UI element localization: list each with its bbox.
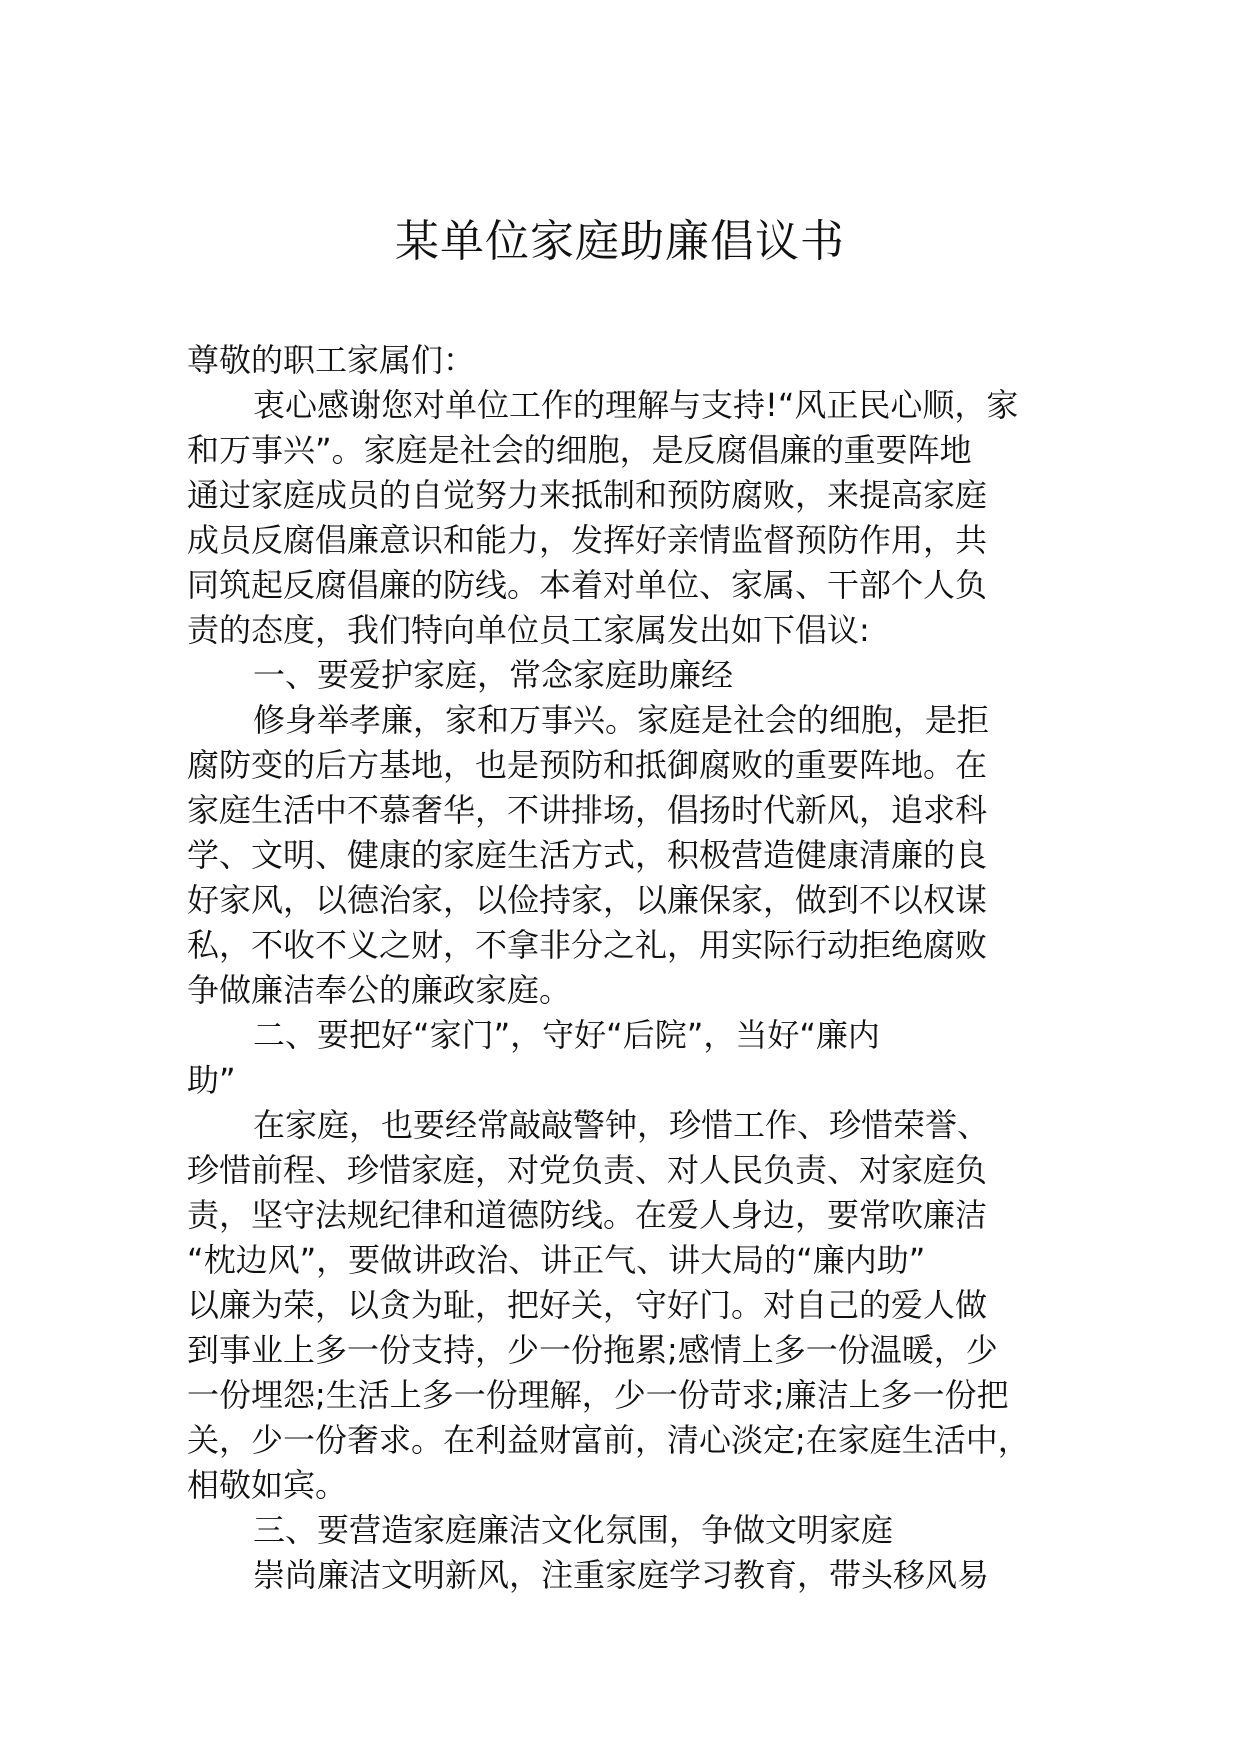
body-line: 在家庭，也要经常敲敲警钟，珍惜工作、珍惜荣誉、	[253, 1106, 990, 1144]
body-line: 成员反腐倡廉意识和能力，发挥好亲情监督预防作用，共	[187, 521, 988, 559]
body-line: 相敬如宾。	[187, 1466, 348, 1504]
section-heading-1: 一、要爱护家庭，常念家庭助廉经	[253, 656, 734, 694]
body-line: 学、文明、健康的家庭生活方式，积极营造健康清廉的良	[187, 836, 988, 874]
body-line: 珍惜前程、珍惜家庭，对党负责、对人民负责、对家庭负	[187, 1151, 988, 1189]
body-line: 到事业上多一份支持，少一份拖累;感情上多一份温暖，少	[187, 1331, 998, 1369]
body-line: 好家风，以德治家，以俭持家，以廉保家，做到不以权谋	[187, 881, 988, 919]
body-line: 衷心感谢您对单位工作的理解与支持!“风正民心顺，家	[253, 386, 1019, 424]
body-line: 以廉为荣，以贪为耻，把好关，守好门。对自己的爱人做	[187, 1286, 988, 1324]
section-heading-2: 二、要把好“家门”，守好“后院”，当好“廉内	[253, 1016, 880, 1054]
body-line: 同筑起反腐倡廉的防线。本着对单位、家属、干部个人负	[187, 566, 988, 604]
body-line: 助”	[187, 1061, 236, 1099]
body-line: 私，不收不义之财，不拿非分之礼，用实际行动拒绝腐败	[187, 926, 988, 964]
document-body	[187, 338, 1087, 1598]
body-line: 争做廉洁奉公的廉政家庭。	[187, 971, 572, 1009]
body-line: 责，坚守法规纪律和道德防线。在爱人身边，要常吹廉洁	[187, 1196, 988, 1234]
body-line: 崇尚廉洁文明新风，注重家庭学习教育，带头移风易	[253, 1556, 990, 1594]
body-line: 一份埋怨;生活上多一份理解，少一份苛求;廉洁上多一份把	[187, 1376, 1009, 1414]
body-line: 家庭生活中不慕奢华，不讲排场，倡扬时代新风，追求科	[187, 791, 988, 829]
body-line: “枕边风”，要做讲政治、讲正气、讲大局的“廉内助”	[187, 1241, 926, 1279]
body-line: 和万事兴”。家庭是社会的细胞，是反腐倡廉的重要阵地	[187, 431, 972, 469]
body-line: 通过家庭成员的自觉努力来抵制和预防腐败，来提高家庭	[187, 476, 988, 514]
body-line: 责的态度，我们特向单位员工家属发出如下倡议:	[187, 611, 870, 649]
body-line: 尊敬的职工家属们：	[187, 341, 476, 379]
body-line: 腐防变的后方基地，也是预防和抵御腐败的重要阵地。在	[187, 746, 988, 784]
document-title: 某单位家庭助廉倡议书	[395, 216, 845, 267]
section-heading-3: 三、要营造家庭廉洁文化氛围，争做文明家庭	[253, 1511, 894, 1549]
body-line: 修身举孝廉，家和万事兴。家庭是社会的细胞，是拒	[253, 701, 990, 739]
body-line: 关，少一份奢求。在利益财富前，清心淡定;在家庭生活中，	[187, 1421, 1030, 1459]
